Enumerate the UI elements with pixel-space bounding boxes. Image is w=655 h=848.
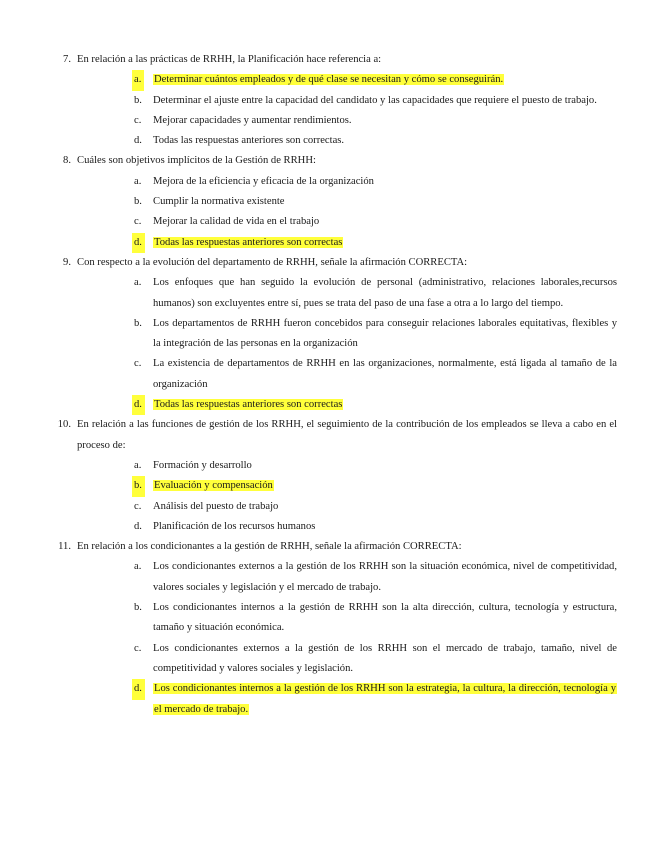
option-letter: a. (134, 175, 142, 187)
question-text: En relación a los condicionantes a la gestión de RRHH, señale la afirmación CORRECTA: (77, 541, 462, 553)
question-stem (0, 151, 655, 171)
option-letter: c. (134, 114, 142, 126)
option-text: Mejorar la calidad de vida en el trabajo (153, 216, 320, 228)
question-number: 10. (57, 419, 71, 431)
option-letter: c. (134, 642, 142, 654)
answer-option-a (134, 70, 617, 90)
option-letter: a. (132, 70, 144, 90)
option-letter: a. (134, 459, 142, 471)
question-stem (0, 50, 655, 70)
option-letter: c. (134, 500, 142, 512)
question-10 (0, 415, 655, 537)
option-text: Los condicionantes externos a la gestión de los RRHH son la situación económica, nivel de competitividad, valores sociales y legislación y el mercado de trabajo. (153, 561, 617, 593)
option-text: Determinar cuántos empleados y de qué clase se necesitan y cómo se conseguirán. (154, 74, 504, 86)
option-text: Los condicionantes externos a la gestión de los RRHH son el mercado de trabajo, tamaño, nivel de competitividad y valores sociales y legislación. (153, 642, 617, 674)
answer-option-a (134, 273, 617, 314)
option-text: Mejora de la eficiencia y eficacia de la organización (153, 175, 374, 187)
option-text: Formación y desarrollo (153, 459, 252, 471)
answer-option-b (134, 598, 617, 639)
option-letter: b. (134, 317, 142, 329)
answer-option-c (134, 639, 617, 680)
answer-option-c (134, 212, 617, 232)
option-text: Los condicionantes internos a la gestión de los RRHH son la estrategia, la cultura, la dirección, tecnología y el mercado de trabajo. (154, 683, 616, 715)
answer-option-d (134, 679, 617, 720)
option-letter: c. (134, 216, 142, 228)
option-text: Los departamentos de RRHH fueron concebidos para conseguir relaciones laborales equitativas, flexibles y la integración de las personas en la organización (153, 317, 617, 350)
answer-option-a (134, 456, 617, 476)
answer-option-a (134, 172, 617, 192)
question-number: 11. (58, 541, 71, 553)
question-stem (0, 415, 655, 456)
answer-option-d (134, 131, 617, 151)
option-text: Planificación de los recursos humanos (153, 520, 316, 532)
option-text: Todas las respuestas anteriores son correctas. (153, 135, 345, 147)
option-letter: b. (134, 602, 142, 614)
question-11 (0, 537, 655, 720)
option-text: Determinar el ajuste entre la capacidad del candidato y las capacidades que requiere el puesto de trabajo. (153, 94, 597, 106)
question-8 (0, 151, 655, 252)
question-number: 8. (63, 155, 71, 167)
option-text: Todas las respuestas anteriores son correctas (154, 399, 343, 411)
option-letter: a. (134, 561, 142, 573)
option-text: Cumplir la normativa existente (153, 196, 285, 208)
answer-option-c (134, 497, 617, 517)
document-page (0, 50, 655, 720)
option-letter: d. (134, 520, 142, 532)
option-letter: a. (134, 277, 142, 289)
option-text: Mejorar capacidades y aumentar rendimientos. (153, 114, 352, 126)
option-letter: b. (134, 196, 142, 208)
option-letter: d. (132, 395, 145, 415)
question-text: En relación a las prácticas de RRHH, la Planificación hace referencia a: (77, 54, 382, 65)
answer-option-c (134, 111, 617, 131)
question-text: Cuáles son objetivos implícitos de la Gestión de RRHH: (77, 155, 316, 167)
option-text: Los enfoques que han seguido la evolución de personal (administrativo, relaciones laborales,recursos humanos) son excluyentes entre sí, pues se trata del paso de una fase a otra a lo largo del tiempo. (153, 277, 617, 309)
option-letter: b. (132, 476, 145, 496)
question-stem (0, 253, 655, 273)
option-letter: b. (134, 94, 142, 106)
question-7 (0, 50, 655, 151)
option-text: Análisis del puesto de trabajo (153, 500, 279, 512)
question-stem (0, 537, 655, 557)
answer-option-b (134, 314, 617, 355)
answer-option-d (134, 233, 617, 253)
answer-option-d (134, 517, 617, 537)
answer-option-b (134, 192, 617, 212)
option-text: Todas las respuestas anteriores son correctas (154, 236, 343, 248)
option-letter: d. (134, 135, 142, 147)
option-letter: c. (134, 358, 142, 370)
question-text: Con respecto a la evolución del departamento de RRHH, señale la afirmación CORRECTA: (77, 256, 468, 268)
answer-option-b (134, 476, 617, 496)
question-9 (0, 253, 655, 415)
option-text: La existencia de departamentos de RRHH en las organizaciones, normalmente, está ligada al tamaño de la organización (153, 358, 617, 390)
question-number: 9. (63, 256, 71, 268)
option-letter: d. (132, 679, 145, 699)
answer-option-c (134, 354, 617, 395)
option-text: Evaluación y compensación (154, 480, 273, 492)
answer-option-a (134, 557, 617, 598)
answer-option-d (134, 395, 617, 415)
question-number: 7. (63, 54, 71, 65)
option-text: Los condicionantes internos a la gestión de RRHH son la alta dirección, cultura, tecnología y estructura, tamaño y situación económica. (153, 602, 617, 634)
option-letter: d. (132, 233, 145, 253)
answer-option-b (134, 91, 617, 111)
question-text: En relación a las funciones de gestión de los RRHH, el seguimiento de la contribución de los empleados se lleva a cabo en el proceso de: (77, 419, 617, 451)
